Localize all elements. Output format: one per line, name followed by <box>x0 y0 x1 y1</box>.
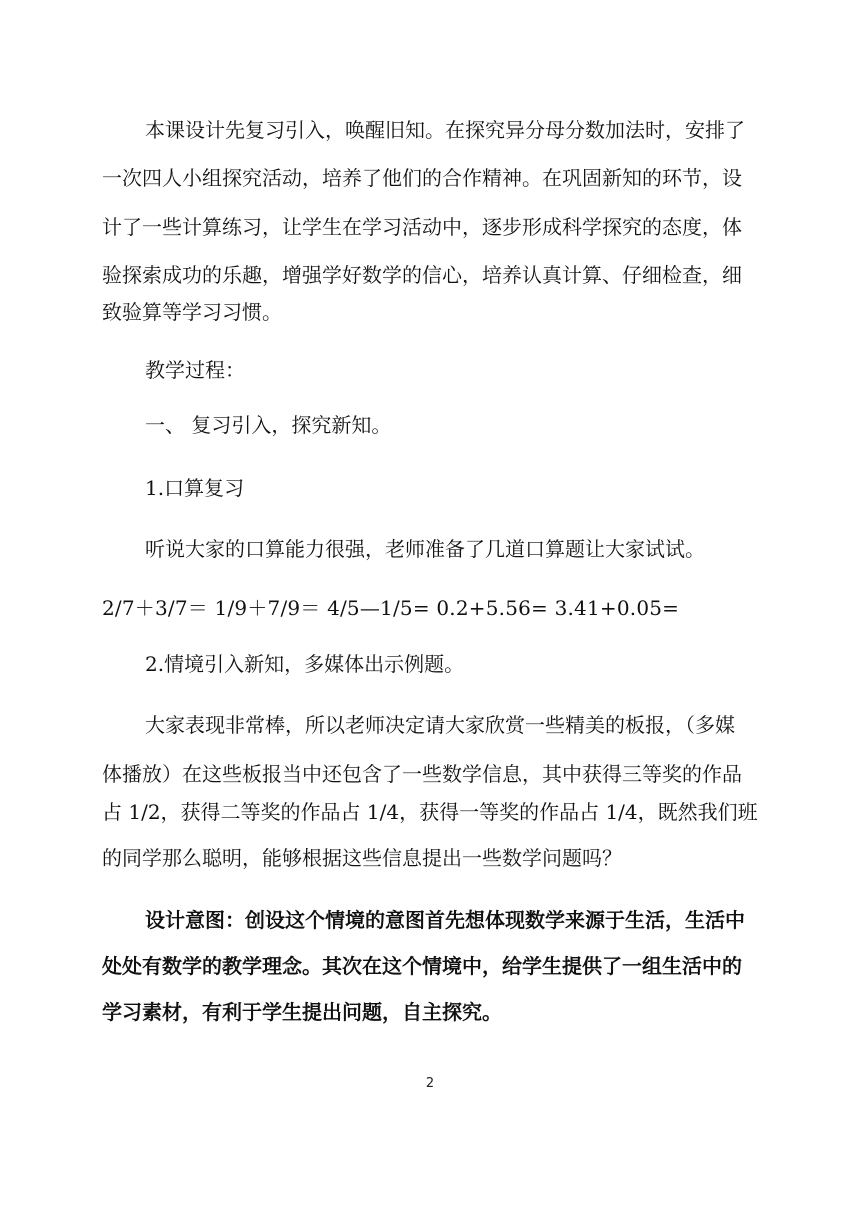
intro-line-2: 一次四人小组探究活动，培养了他们的合作精神。在巩固新知的环节，设 <box>102 166 742 190</box>
item-oral-review: 1.口算复习 <box>145 476 245 500</box>
intro-line-1: 本课设计先复习引入，唤醒旧知。在探究异分母分数加法时，安排了 <box>145 118 745 142</box>
context-line-2: 体播放）在这些板报当中还包含了一些数学信息，其中获得三等奖的作品 <box>102 762 742 786</box>
oral-review-text: 听说大家的口算能力很强，老师准备了几道口算题让大家试试。 <box>145 537 705 561</box>
context-line-3: 占 1/2，获得二等奖的作品占 1/4，获得一等奖的作品占 1/4，既然我们班 <box>102 800 758 824</box>
equations-line: 2/7＋3/7＝ 1/9＋7/9＝ 4/5—1/5= 0.2+5.56= 3.41+0.05= <box>102 596 680 620</box>
design-intent-line-3: 学习素材，有利于学生提出问题，自主探究。 <box>102 1000 502 1024</box>
context-line-1: 大家表现非常棒，所以老师决定请大家欣赏一些精美的板报，（多媒 <box>145 713 735 737</box>
page-number: 2 <box>425 1076 435 1091</box>
intro-line-3: 计了一些计算练习，让学生在学习活动中，逐步形成科学探究的态度，体 <box>102 215 742 239</box>
item-context-intro: 2.情境引入新知，多媒体出示例题。 <box>145 652 465 676</box>
process-heading: 教学过程： <box>145 358 245 382</box>
context-line-4: 的同学那么聪明，能够根据这些信息提出一些数学问题吗？ <box>102 846 622 870</box>
section-heading-one: 一、 复习引入，探究新知。 <box>145 413 392 437</box>
design-intent-line-1: 设计意图：创设这个情境的意图首先想体现数学来源于生活，生活中 <box>145 908 745 932</box>
design-intent-line-2: 处处有数学的教学理念。其次在这个情境中，给学生提供了一组生活中的 <box>102 954 742 978</box>
intro-line-5: 致验算等学习习惯。 <box>102 300 282 324</box>
intro-line-4: 验探索成功的乐趣，增强学好数学的信心，培养认真计算、仔细检查，细 <box>102 263 742 287</box>
